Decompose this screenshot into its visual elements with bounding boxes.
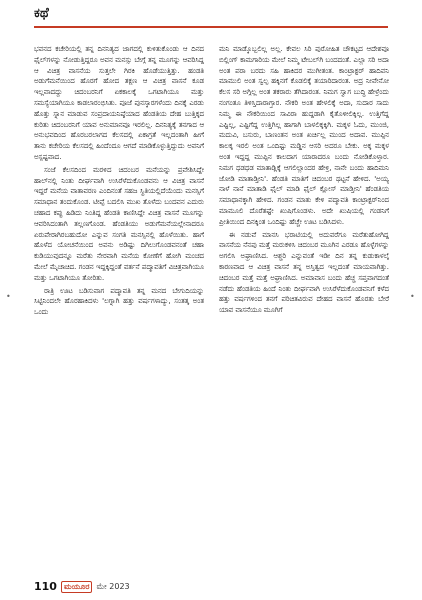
paragraph: ಈ ನಡುವೆ ಮಾನಸಿ ಭರಾಟಿಯಲ್ಲಿ ಅದುವರೆಗೂ ಮರೆತುಹೋಗಿದ್ದ ವಾಸನೆಯ ನೆನಪು ಮತ್ತೆ ಮರುಕಳಿಸಿ ಚಿದಂಬರ ಮೂಗಿನ ಎರಡೂ ಹೊಳ್ಳೆಗಳನ್ನು ಅಗಲಿಸಿ ಅಘ್ರಾಣಿಸಿದ. ಆಶ್ಚರಿ ಎನ್ನುವಂತೆ ಇಡೀ ದಿನ ತನ್ನ ಕುಡುಕಾಳಲ್ಕೆ ಕಾರಣವಾದ ಆ ವಿಚಿತ್ರ ವಾಸನೆ ತನ್ನ ಅಸ್ತಿತ್ವದ ಇಲ್ಲದಂತೆ ಮಾಯವಾಗಿತ್ತು. ಚಿದಂಬರ ಮತ್ತೆ ಮತ್ತೆ ಅಘ್ರಾಣಿಸಿದ. ಅಮಾವಾಸ ಬಂದು ಹೆಚ್ಚ ಸಪ್ತವಾಗದಂತೆ ನಡೆದು ಹೆಂಡತಿಯ ಹಿಂದೆ ನಿಂತು ದೀರ್ಘವಾಗಿ ಉಸಿರೆಳೆದುಕೊಂಡವನಿಗೆ ಕಳೆದ ಹತ್ತು ವರ್ಷಗಳಿಂದ ತನಗೆ ಪರಿಚಿತವಿರುವ ದೇಹದ ವಾಸನೆ ಹೊರತು ಬೇರೆ ಯಾವ ವಾಸನೆಯೂ ಮೂಗಿಗೆ: [219, 230, 389, 315]
paragraph: ಮನಿ ಮಾಡ್ಕೊಬ್ಬಲಿಲ್ಲ ಅಲ್ಲ. ಕೇವಲ ಸಿರಿ ಪುರೋಹಿತ ಚೌಕಟ್ಟದ ಆದೇಶವೂ ಬಿಲ್ಲಿಂಗ್‌ ಕಾಮಗಾರಿಯ ಮೇಲೆ ನಿಮ್ಮ ಟೇಬಲ್‌ಗಿ ಬಂದದಂತೆ. ಎಲ್ಲಾ ಸರಿ ಅದಾ ಅಂತ ಪರಾ ಬರದು ಸಹಿ ಹಾಕಿದರ ಮುಗೀತಂತ. ಕಾಂಟ್ರಾಕ್ಟರ್‌ ಹಾದಿವನಿ ಮಾಮುಲಿ ಅಂತ ಸ್ವಲ್ಪ ಹಕ್ಕಿನಗೆ ಕೊಡಲಿಕ್ಕೆ ತಯಾರಿದಾರಂತ. ಅದ್ರ ನೀವೇನೋ ಕೆಲಸ ಸರಿ ಅಗ್ಗಿಲ್ಲ ಅಂತ ತಕರಾರು ತೆಗಿದಾರಂತ. ನಿಮಗ ಸ್ವಾಗ ಬುದ್ಧಿ ಹೇಳ್ರೆಂದು ನಂಗಂತೂ ತಿಳಿಸ್ತಿದಾರಾಗ್ತಾರ. ನೌಕರಿ ಅಂತ ಹೇಳಲಿಕ್ಕೆ ಅದಾ, ಸುದಾರ ಸಾದು ನಿಮ್ಮ ಈ ನೌಕರಿಯಿಂದ ಸಾವಿರಾ ಹುದ್ದಡಾಗಿ ಕೈತೊಳೀಲಿಕ್ಕಿಲ್ಲ. ಉತ್ತಿಗೆದ್ದ ಎಷ್ಟಿಲ್ಲ, ಎಷ್ಟಿಗೆದ್ದ ಉತ್ತಿಗಿಲ್ಲ ಹಾಗಾಗಿ ಬಾಳಲಿಕ್ಕಕ್ಕಿಗಿ. ಮಕ್ಕಳ ಓದು, ಮುಂಜಿ, ಮದುವಿ, ಬಸುರು, ಬಾಣಂತನ ಅಂತ ಖರ್ಚಿಲ್ಲ ಮುಂದ ಅದಾವ. ಮುಪ್ಪಿನ ಕಾಲಕ್ಕ ಇರಲಿ ಅಂತ ಒಂದಿಷ್ಟು ಮಡ್ಡಿನ ಆಸರಿ ಅದರೂ ಬೇಕು. ಅಕ್ಕ ಮಕ್ಕಳ ಅಂತ ಇದ್ದದ್ದ ಮುಪ್ಪಿನ ಕಾಲದಾಗ ಯಾರಾದರೂ ಬಂದು ನೋಡಿಕೊಳ್ತಾರ. ನಿಮಗ ಧಡಧಡ ಮಾತಾಡ್ಲಿಕ್ಕೆ ಆಗಲಿಲ್ಲಾಂದರ ಹೇಳ್ರಿ, ನಾನೇ ಬಂದು ಹಾದಿಮನಿ ಜೋಡಿ ಮಾತಾಡ್ತೀನಿ'. ಹೆಂಡತಿ ಮಾತಿಗೆ ಚಿದಂಬರ ಥಟ್ಟನೆ ಹೇಳಿದ. 'ಅಯ್ಯ ನಾಳೆ ನಾನೆ ಮಾತಾಡಿ ಫೈಲ್‌ ಮಾಡಿ ಫೈಲ್‌ ಕ್ಲೋಸ್‌ ಮಾಡ್ತೀನಿ' ಹೆಂಡತಿಯ ಸಮಾಧಾನಕ್ಕಾಗಿ ಹೇಳಿದ. ಗಂಡನ ಮಾತು ಕೇಳಿ ಪದ್ಮಾವತಿ ಕಾಂಟ್ರಾಕ್ಟರ್‌ನಿಂದ ಮಾಮೂಲಿ ದೊರೆತಷ್ಟೇ ಖುಷಿಗೊಂಡಳು. ಅದೇ ಖುಷಿಯಲ್ಲಿ ಗಂಡನಿಗೆ ಪ್ರೀತಿಯಿಂದ ದಿನಕ್ಕಿಂತ ಒಂದಿಷ್ಟು ಹೆಚ್ಚೇ ಊಟ ಬಡಿಸಿದಳು.: [219, 45, 389, 226]
issue-date: ಮೇ 2023: [96, 581, 130, 591]
paragraph: ರಾತ್ರಿ ಊಟ ಬಡಿಸುವಾಗ ಪದ್ಮಾವತಿ ತನ್ನ ಮನದ ಬೇಗುದಿಯನ್ನು ಸಿಟ್ಟಿನಿಂದಲೇ ಹೊರಹಾಕಿದಳು 'ಲಗ್ನಾಗಿ ಹತ್ತು ವರ್ಷಗಳಾದ್ಯು, ಸಂತತ್ಕ ಅಂತ ಒಂದು: [34, 286, 204, 317]
crop-mark-icon: •: [6, 292, 11, 301]
crop-mark-icon: •: [410, 292, 415, 301]
header-rule: [34, 26, 388, 28]
magazine-logo: ಮಯೂರ: [61, 581, 93, 593]
article-column-right: [219, 44, 389, 572]
page-number: 110: [34, 580, 57, 593]
article-column-left: [34, 44, 204, 572]
paragraph: ಸಂಜೆ ಕೆಲಸದಿಂದ ಮರಳಿದ ಚಿದಂಬರ ಮನೆಯನ್ನು ಪ್ರವೇಶಿಸಿದ್ದೇ ಹಾಲ್‌ನಲ್ಲಿ ನಿಂತು ದೀರ್ಘವಾಗಿ ಉಸಿರೆಳೆದುಕೊಂಡವನು ಆ ವಿಚಿತ್ರ ವಾಸನೆ ಇದ್ದರೆ ಮನೆಯ ವಾತಾವರಣ ಎಂದಿನಂತೆ ಸಹಜ ಸ್ಥಿತಿಯಲ್ಲಿದೆಯೆಂದು ಮನಸ್ಸಿಗೆ ಸಮಾಧಾನ ತಂದುಕೊಂಡ. ಟೀಪ್ಪೆ ಬದಲಿಸಿ ಮುಖ ತೊಳೆದು ಬಂದವನ ಎದುರು ಚಹಾದ ಕಪ್ಪು ಹಿಡಿದು ನಿಂತಿದ್ದ ಹೆಂಡತಿ ಕಾಣಿಸಿದ್ದೇ ವಿಚಿತ್ರ ವಾಸನೆ ಮೂಗನ್ನು ಆವರಿಸಿದಂತಾಗಿ ತಲ್ಲಣಗೊಂಡ. ಹೆಂಡತಿಯು ಅಡುಗೆಮನೆಯಲ್ಲೇನಾದರೂ ಏರುಪೇರಾಗಿರಬಹುದೋ ಎನ್ನುವ ಸಂಗತಿ ಮನಸ್ಸಿನಲ್ಲಿ ಹೊಳೆಯಿತು. ಹಾಗೆ ಹೊಳೆದ ಯೋಚನೆಯಿಂದ ಅವನು ಅಡಿಷ್ಟು ದಿಗಿಲುಗೊಂಡವನಂತೆ ಚಹಾ ಕುಡಿಯುವುದನ್ನೂ ಮರೆತು ನೇರವಾಗಿ ಮನೆಯ ಕೋಣೆಗೆ ಹೋಗಿ ಮಂಚದ ಮೇಲೆ ಮೈಚಾಚಿದ. ಗಂಡನ ಇದ್ದಕ್ಕಿದ್ದಂತೆ ವರ್ತನೆ ಪದ್ಮಾವತಿಗೆ ವಿಚಿತ್ರವಾಗಿಯೂ ಮತ್ತು ಒಗಟಾಗಿಯೂ ತೋರಿತು.: [34, 165, 204, 282]
article-body: [34, 44, 389, 572]
page-footer: [34, 580, 130, 593]
section-label: ಕಥೆ: [34, 6, 49, 21]
paragraph: ಭವನದ ಕಚೇರಿಯಲ್ಲಿ ತನ್ನ ದಿನನಿತ್ಯದ ಜಾಗದಲ್ಲಿ ಕುಳಿತುಕೊಂಡು ಆ ದಿನದ ಫೈಲ್‌ಗಳನ್ನು ನೋಡುತ್ತಿದ್ದರೂ ಅವನ ಮನಸ್ಸು ಬೇಗ್ಗೆ ತನ್ನ ಮೂಗನ್ನು ಆವರಿಸಿದ್ದ ಆ ವಿಚಿತ್ರ ವಾಸನೆಯ ಸುತ್ತಲೇ ಗಿರಕಿ ಹೊಡೆಯುತ್ತಿತ್ತು. ಹಂಡತಿ ಅಡುಗೆಮನೆಯಿಂದ ಹೊರಗೆ ಹೋದ ತಕ್ಷಣ ಆ ವಿಚಿತ್ರ ವಾಸನೆ ಕೂಡ ಇಲ್ಲವಾದದ್ದು ಚಿದಂಬರನಿಗೆ ಏಕಕಾಲಕ್ಕೆ ಒಗಟಾಗಿಯೂ ಮತ್ತು ಸಮಸ್ಯೆಯಾಗಿಯೂ ಕಾಡಲಾರಂಭಿಸಿತು. ಪೂಜೆ ಪುನಸ್ಕಾರಗಳೆಂದು ದಿನಕ್ಕೆ ಎರಡು ಹೊತ್ತು ಸ್ನಾನ ಮಾಡುವ ಸಂಪ್ರದಾಯನಿಷ್ಠೆಯಾದ ಹೆಂಡತಿಯ ದೇಹ ಬುತ್ತಿಕ್ಕದ ಕುರಿತು ಚಿದಂಬರನಿಗೆ ಯಾವ ಅನುಮಾನವೂ ಇರಲಿಲ್ಲ. ದಿನನಿತ್ಯಕ್ಕೆ ತನಗಾದ ಆ ಅನುಭವದಿಂದ ಹೊರಬರಲಾಗದ ಕೆಲಸದಲ್ಲಿ ಏಕಾಗ್ರತೆ ಇಲ್ಲದಂತಾಗಿ ಹೀಗೆ ತಾನು ಕಚೇರಿಯ ಕೆಲಸದಲ್ಲಿ ಹಿಂದೆಂದೂ ಆಗದೆ ಮಾಡಿಕೊಳ್ಳುತ್ತಿದ್ದುದು ಅವನಿಗೆ ಅಸ್ಪಷ್ಟವಾದ.: [34, 45, 204, 161]
